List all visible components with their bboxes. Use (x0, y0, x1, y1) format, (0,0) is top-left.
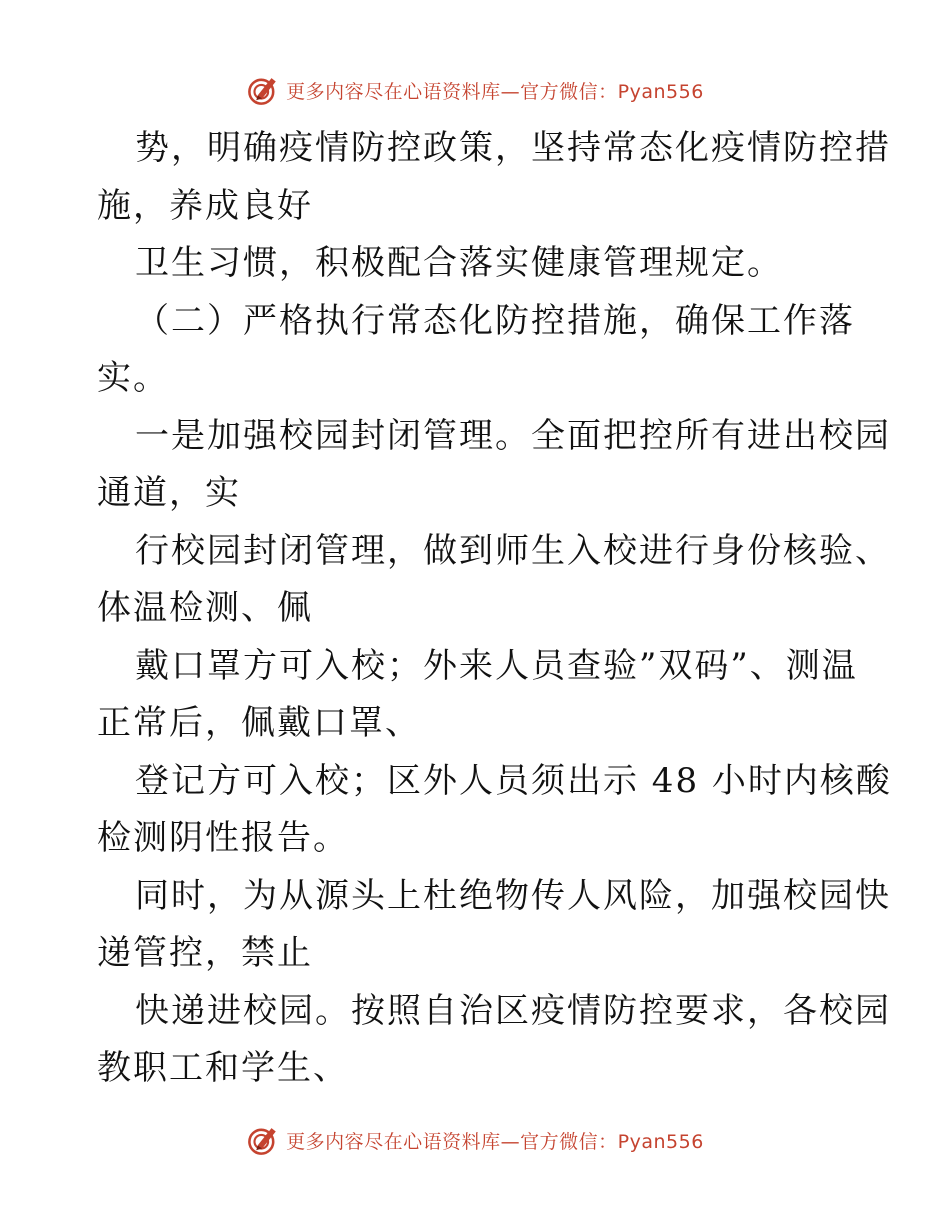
document-line: 递管控，禁止 (97, 933, 313, 973)
header-watermark (0, 70, 950, 110)
document-body (97, 120, 892, 1098)
document-line: 同时，为从源头上杜绝物传人风险，加强校园快 (135, 875, 891, 916)
pen-logo-icon (246, 73, 280, 107)
document-line: 戴口罩方可入校；外来人员查验”双码”、测温 (135, 645, 858, 686)
document-line: 势，明确疫情防控政策，坚持常态化疫情防控措 (135, 128, 891, 168)
document-line: 实。 (97, 358, 169, 398)
watermark-text: 更多内容尽在心语资料库—官方微信：Pyan556 (286, 1130, 704, 1153)
document-line: 正常后，佩戴口罩、 (97, 703, 421, 743)
document-line: 通道，实 (97, 473, 241, 513)
document-line: 检测阴性报告。 (97, 818, 349, 858)
watermark-text: 更多内容尽在心语资料库—官方微信：Pyan556 (286, 80, 704, 103)
document-line: 一是加强校园封闭管理。全面把控所有进出校园 (135, 415, 891, 456)
document-line: 教职工和学生、 (97, 1048, 349, 1088)
document-line: （二）严格执行常态化防控措施，确保工作落 (135, 300, 855, 341)
document-line: 快递进校园。按照自治区疫情防控要求，各校园 (135, 990, 891, 1031)
document-line: 行校园封闭管理，做到师生入校进行身份核验、 (135, 530, 891, 571)
document-line: 卫生习惯，积极配合落实健康管理规定。 (135, 243, 783, 283)
pen-logo-icon (246, 1123, 280, 1157)
document-line: 登记方可入校；区外人员须出示 48 小时内核酸 (135, 760, 892, 801)
document-line: 体温检测、佩 (97, 588, 313, 628)
footer-watermark (0, 1120, 950, 1160)
document-line: 施，养成良好 (97, 185, 313, 226)
